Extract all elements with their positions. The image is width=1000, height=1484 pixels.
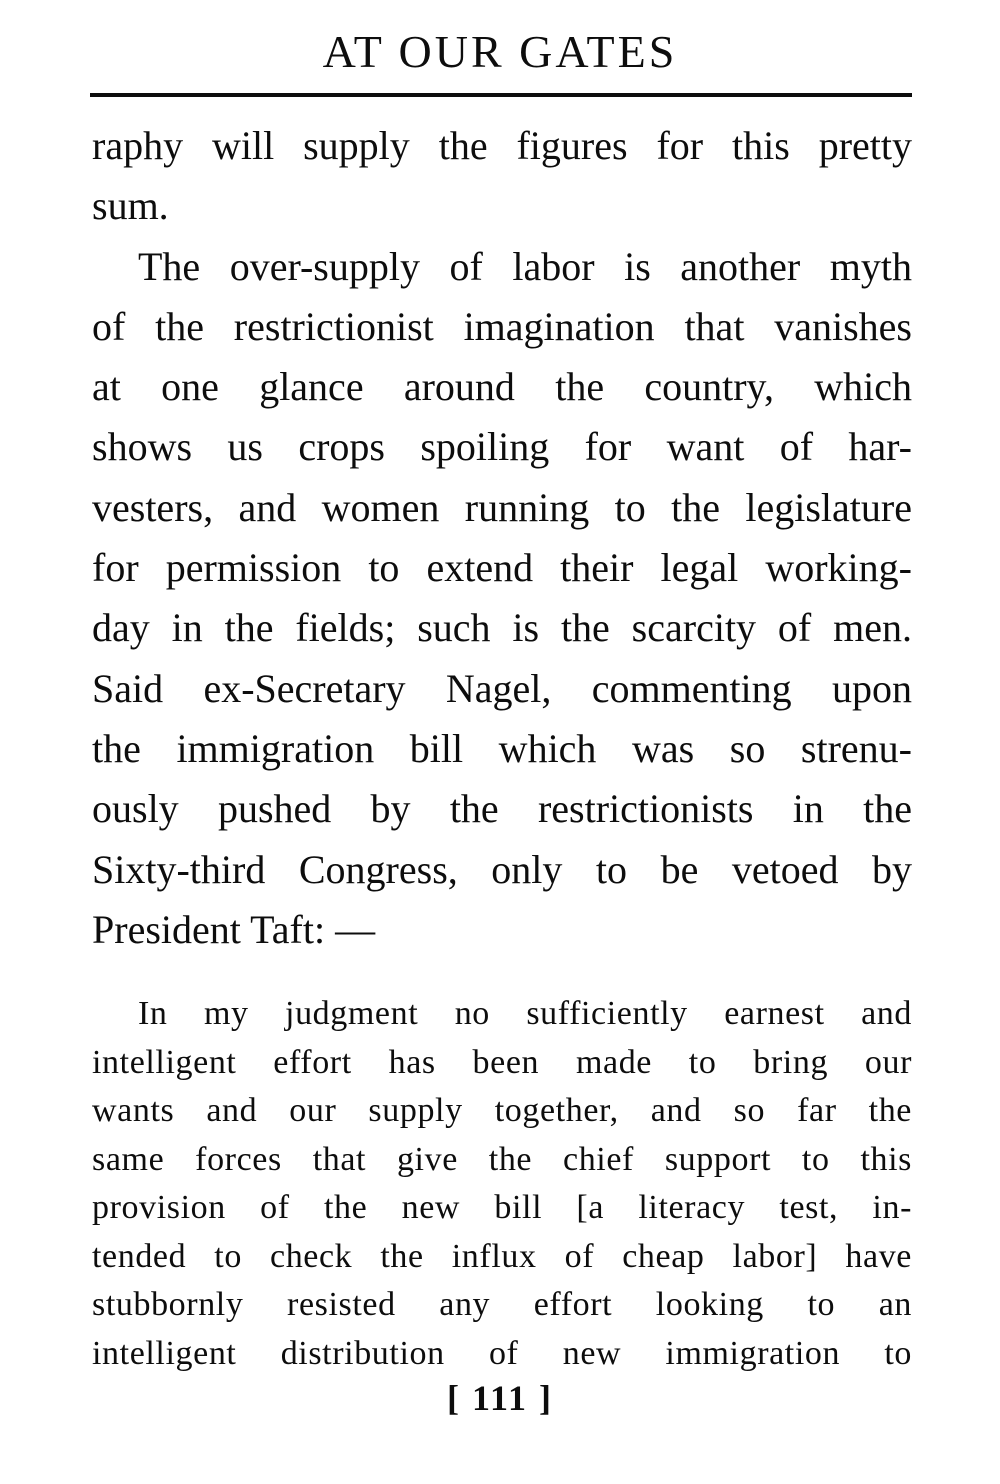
quote-line: stubbornly resisted any effort looking to an	[92, 1286, 912, 1323]
quote-line: intelligent effort has been made to bring our	[92, 1043, 912, 1081]
quote-line: intelligent distribution of new immigration to	[92, 1334, 912, 1372]
quote-line: same forces that give the chief support to this	[92, 1140, 912, 1178]
text-line: ously pushed by the restrictionists in the	[92, 786, 912, 832]
quote-line: In my judgment no sufficiently earnest and	[138, 995, 912, 1032]
quote-line: provision of the new bill [a literacy test, in-	[92, 1189, 912, 1226]
text-line: day in the fields; such is the scarcity of men.	[92, 605, 912, 651]
text-line: shows us crops spoiling for want of har-	[92, 424, 912, 470]
text-line: the immigration bill which was so strenu-	[92, 725, 912, 771]
main-paragraph	[92, 116, 912, 960]
text-line: Said ex-Secretary Nagel, commenting upon	[92, 665, 912, 711]
text-line: sum.	[92, 183, 169, 229]
text-line: The over-supply of labor is another myth	[138, 243, 912, 289]
text-line: for permission to extend their legal working-	[92, 545, 912, 591]
text-line: raphy will supply the figures for this pretty	[92, 123, 912, 168]
running-head: AT OUR GATES	[322, 26, 678, 77]
text-line: vesters, and women running to the legislature	[92, 484, 912, 530]
quote-line: tended to check the influx of cheap labor] have	[92, 1237, 912, 1275]
text-line: Sixty-third Congress, only to be vetoed by	[92, 846, 912, 892]
text-line: at one glance around the country, which	[92, 364, 912, 410]
block-quote	[92, 990, 912, 1378]
text-line: of the restrictionist imagination that vanishes	[92, 303, 912, 349]
quote-line: wants and our supply together, and so far the	[92, 1092, 912, 1129]
page-number: [ 111 ]	[446, 1378, 553, 1418]
text-line: President Taft: —	[92, 906, 376, 952]
header-rule	[90, 93, 912, 97]
